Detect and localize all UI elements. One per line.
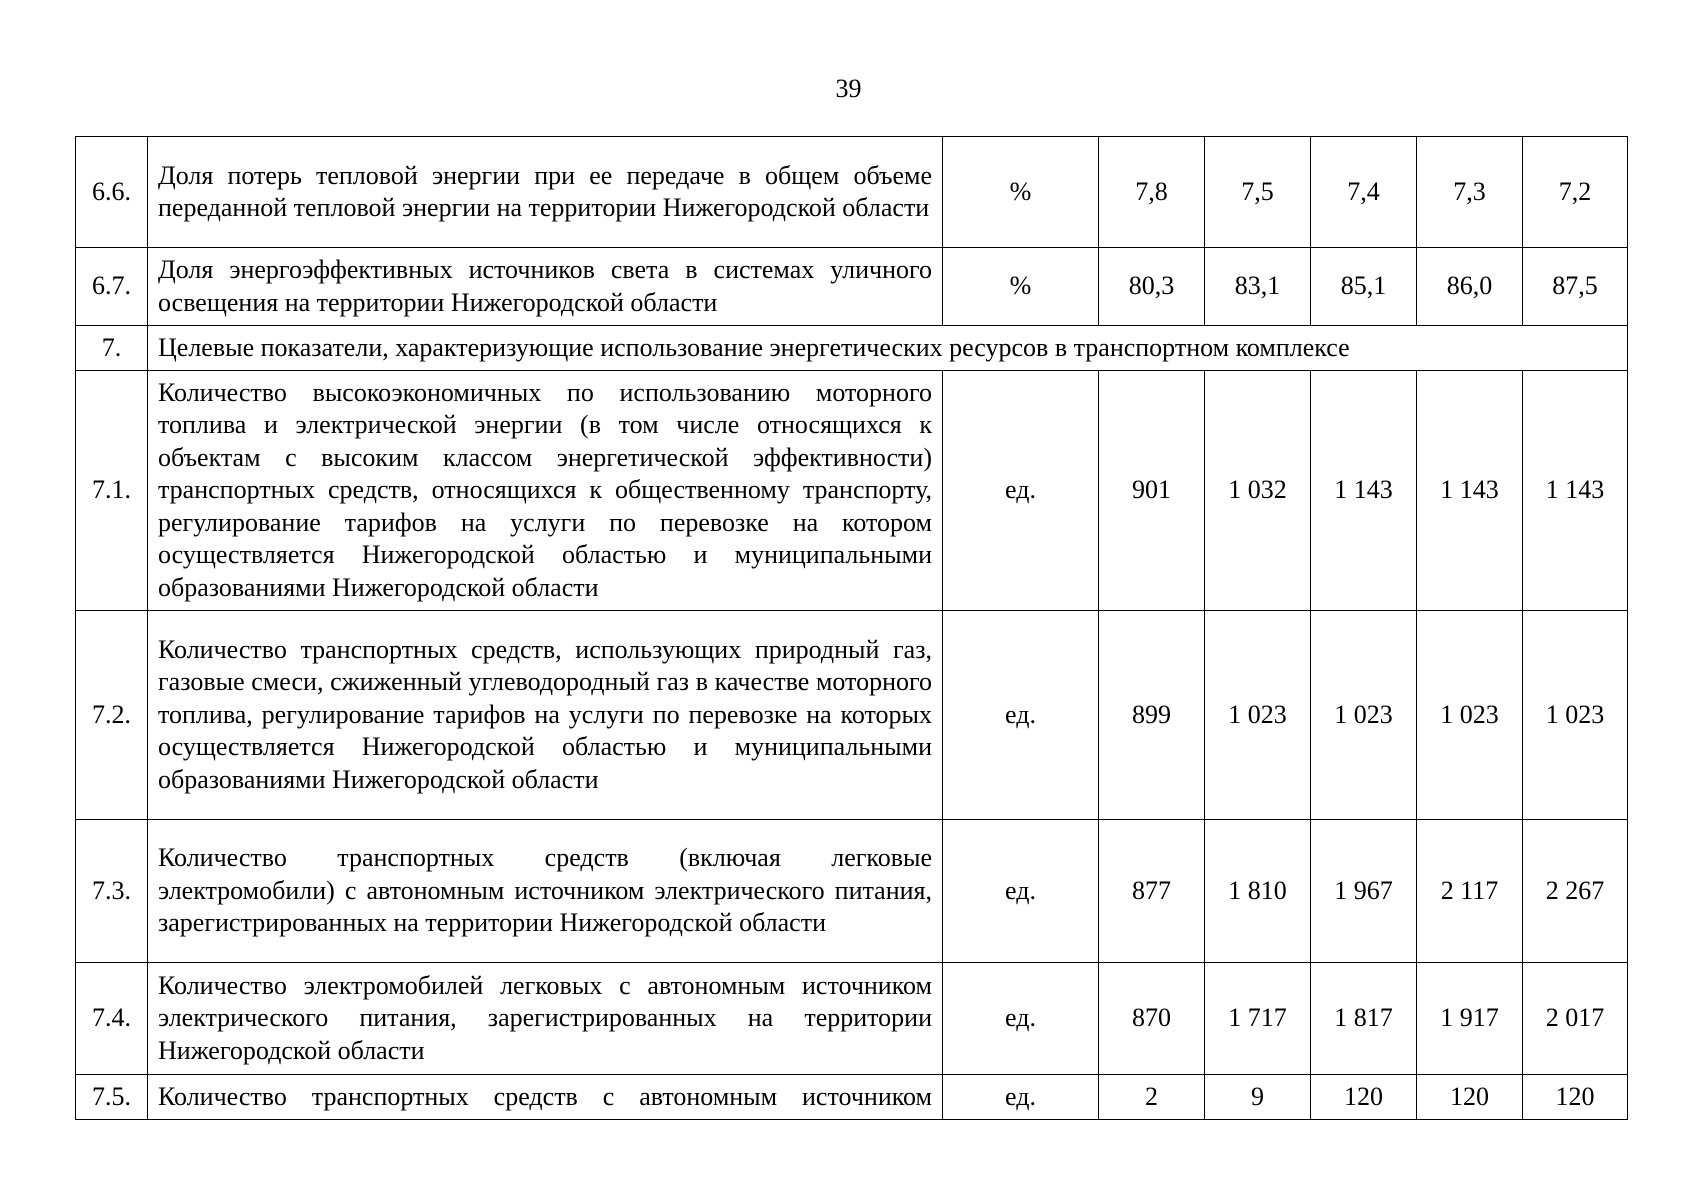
unit-cell: ед. [943, 371, 1099, 611]
value-cell: 83,1 [1205, 248, 1311, 326]
section-number: 7. [76, 326, 148, 371]
value-cell: 2 [1099, 1075, 1205, 1120]
value-cell: 1 143 [1311, 371, 1417, 611]
value-cell: 1 817 [1311, 963, 1417, 1075]
row-number: 7.1. [76, 371, 148, 611]
value-cell: 85,1 [1311, 248, 1417, 326]
indicator-description: Количество транспортных средств, использующих природный газ, газовые смеси, сжиженный углеводородный газ в качестве моторного топлива, регулирование тарифов на услуги по перевозке на которых осуществляется Нижегородской областью и муниципальными образованиями Нижегородской области [148, 611, 943, 820]
value-cell: 120 [1311, 1075, 1417, 1120]
value-cell: 7,2 [1523, 137, 1628, 248]
value-cell: 1 917 [1417, 963, 1523, 1075]
value-cell: 1 143 [1417, 371, 1523, 611]
value-cell: 87,5 [1523, 248, 1628, 326]
row-number: 6.6. [76, 137, 148, 248]
row-number: 7.3. [76, 820, 148, 963]
unit-cell: % [943, 137, 1099, 248]
indicator-description: Доля энергоэффективных источников света в системах уличного освещения на территории Нижегородской области [148, 248, 943, 326]
indicator-description: Доля потерь тепловой энергии при ее передаче в общем объеме переданной тепловой энергии на территории Нижегородской области [148, 137, 943, 248]
table-row [76, 820, 1628, 963]
value-cell: 7,8 [1099, 137, 1205, 248]
unit-cell: ед. [943, 963, 1099, 1075]
value-cell: 899 [1099, 611, 1205, 820]
value-cell: 1 810 [1205, 820, 1311, 963]
table-row [76, 137, 1628, 248]
value-cell: 1 023 [1311, 611, 1417, 820]
value-cell: 7,4 [1311, 137, 1417, 248]
table-row [76, 611, 1628, 820]
value-cell: 120 [1523, 1075, 1628, 1120]
row-number: 7.5. [76, 1075, 148, 1120]
value-cell: 1 143 [1523, 371, 1628, 611]
table-row [76, 371, 1628, 611]
value-cell: 86,0 [1417, 248, 1523, 326]
unit-cell: % [943, 248, 1099, 326]
value-cell: 1 032 [1205, 371, 1311, 611]
row-number: 6.7. [76, 248, 148, 326]
value-cell: 877 [1099, 820, 1205, 963]
value-cell: 7,5 [1205, 137, 1311, 248]
section-title: Целевые показатели, характеризующие использование энергетических ресурсов в транспортном комплексе [148, 326, 1628, 371]
value-cell: 1 967 [1311, 820, 1417, 963]
indicator-description: Количество электромобилей легковых с автономным источником электрического питания, зарегистрированных на территории Нижегородской области [148, 963, 943, 1075]
value-cell: 80,3 [1099, 248, 1205, 326]
indicator-description: Количество транспортных средств с автономным источником [148, 1075, 943, 1120]
unit-cell: ед. [943, 820, 1099, 963]
value-cell: 1 023 [1417, 611, 1523, 820]
indicator-description: Количество высокоэкономичных по использованию моторного топлива и электрической энергии (в том числе относящихся к объектам с высоким классом энергетической эффективности) транспортных средств, относящихся к общественному транспорту, регулирование тарифов на услуги по перевозке на котором осуществляется Нижегородской областью и муниципальными образованиями Нижегородской области [148, 371, 943, 611]
section-row [76, 326, 1628, 371]
table-row [76, 1075, 1628, 1120]
value-cell: 2 267 [1523, 820, 1628, 963]
value-cell: 120 [1417, 1075, 1523, 1120]
unit-cell: ед. [943, 611, 1099, 820]
value-cell: 870 [1099, 963, 1205, 1075]
value-cell: 1 023 [1205, 611, 1311, 820]
row-number: 7.4. [76, 963, 148, 1075]
value-cell: 7,3 [1417, 137, 1523, 248]
indicator-description: Количество транспортных средств (включая легковые электромобили) с автономным источником электрического питания, зарегистрированных на территории Нижегородской области [148, 820, 943, 963]
value-cell: 1 023 [1523, 611, 1628, 820]
value-cell: 901 [1099, 371, 1205, 611]
indicators-table [75, 136, 1628, 1120]
value-cell: 2 117 [1417, 820, 1523, 963]
unit-cell: ед. [943, 1075, 1099, 1120]
row-number: 7.2. [76, 611, 148, 820]
table-row [76, 248, 1628, 326]
value-cell: 2 017 [1523, 963, 1628, 1075]
value-cell: 1 717 [1205, 963, 1311, 1075]
page-number: 39 [835, 74, 862, 103]
value-cell: 9 [1205, 1075, 1311, 1120]
table-row [76, 963, 1628, 1075]
